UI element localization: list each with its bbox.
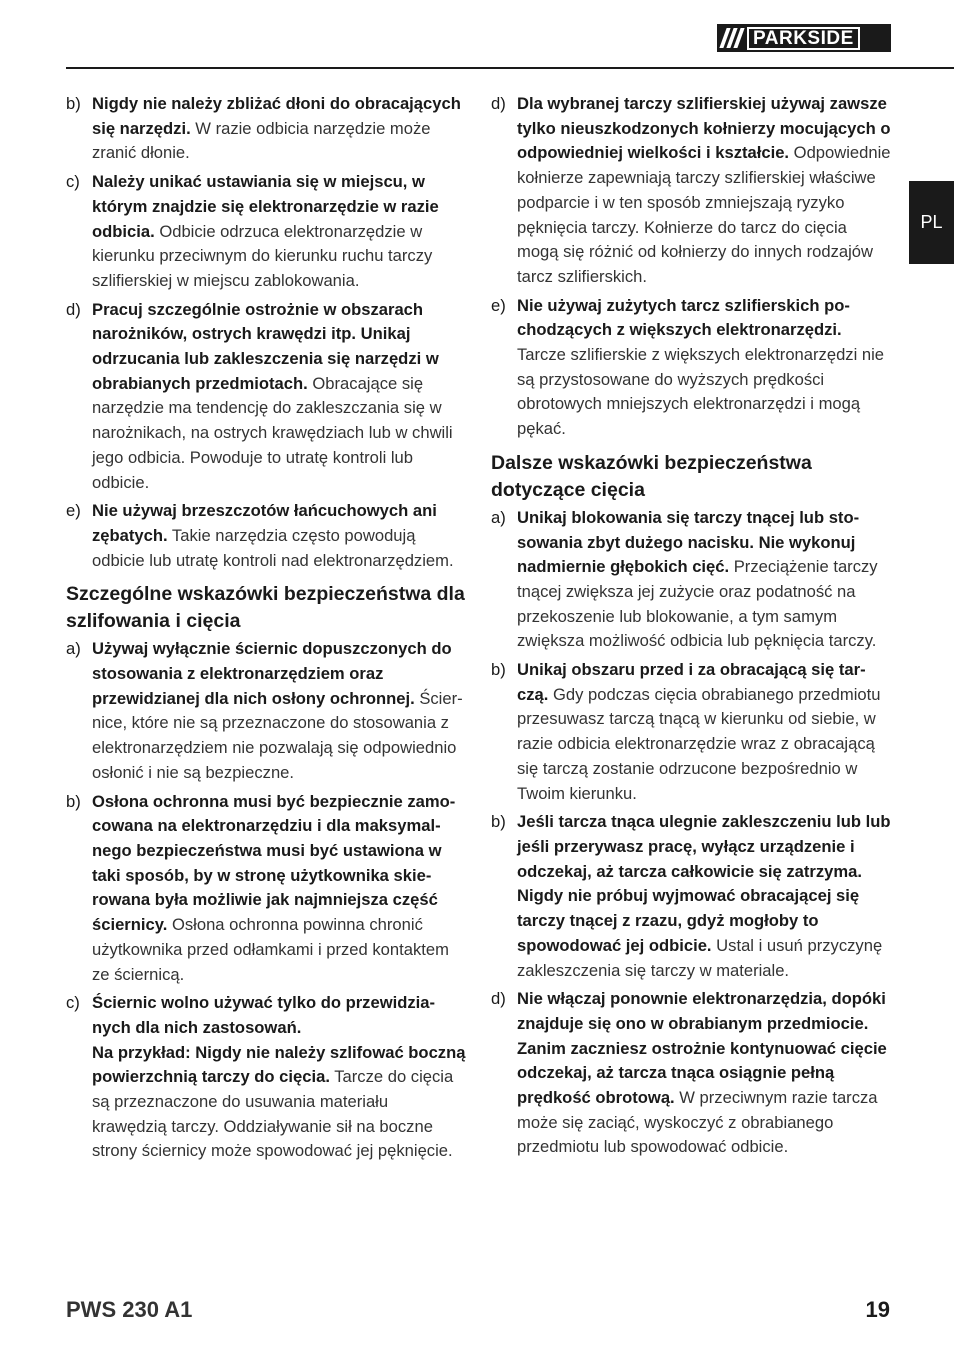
left-items-bottom (66, 637, 466, 1164)
list-item (491, 810, 891, 983)
item-label: c) (66, 172, 80, 192)
item-text (517, 92, 891, 290)
list-item (491, 506, 891, 654)
list-item (66, 298, 466, 496)
item-text (92, 92, 466, 166)
item-bold-text: Używaj wyłącznie ściernic dopuszczonych do stosowania z elektronarzędziem oraz przewidzianej dla nich osłony ochronnej. (92, 639, 452, 708)
item-bold-text: Jeśli tarcza tnąca ulegnie zakleszczeniu lub lub jeśli przerywasz pracę, wyłącz urządzenie i odczekaj, aż tarcza całkowicie się zatrzyma. Nigdy nie próbuj wyjmować obracającej się tarczy tnącej z rzazu, gdyż mogłoby to spowodować jej odbicie. (517, 812, 891, 955)
item-text (517, 506, 891, 654)
list-item (491, 658, 891, 806)
item-label: b) (66, 791, 81, 811)
right-items-bottom (491, 506, 891, 1160)
list-item (66, 637, 466, 785)
list-item (66, 790, 466, 988)
item-bold-text: Ściernic wolno używać tylko do przewidzianych dla nich zastosowań. (92, 993, 436, 1037)
item-normal-text: Osłona ochronna powinna chronić użytkownika przed odłamkami i przed kontaktem ze ściernicą. (92, 915, 449, 984)
list-item (66, 499, 466, 573)
item-normal-text: Odpowiednie kołnierze zapewniają tarczy szlifierskiej właściwe podparcie i w ten sposób zmniejszają ryzyko pęknięcia tarczy. Kołnierze do tarcz do cięcia mogą się różnić od kołnierzy do innych rodzajów tarcz szlifierskich. (517, 143, 891, 286)
parkside-logo (717, 24, 891, 52)
item-text (92, 637, 466, 785)
item-bold-text: Nie używaj brzeszczotów łańcuchowych ani zębatych. (92, 501, 437, 545)
item-bold-text: Nie używaj zużytych tarcz szlifierskich pochodzących z większych elektronarzędzi. (517, 295, 850, 340)
item-text (92, 991, 466, 1164)
footer-model: PWS 230 A1 (66, 1297, 193, 1322)
left-column (66, 92, 466, 1168)
list-item (491, 92, 891, 290)
item-text (517, 294, 891, 442)
item-bold-text: Osłona ochronna musi być bezpiecznie zamocowana na elektronarzędziu i dla maksymalnego bezpieczeństwa musi być ustawiona w taki sposób, by w stronę użytkownika skierowana była możliwie jak najmniejsza część ściernicy. (92, 791, 456, 935)
item-bold-text-2: Na przykład: Nigdy nie należy szlifować boczną powierzchnią tarczy do cięcia. (92, 1042, 466, 1087)
item-bold-text: Unikaj blokowania się tarczy tnącej lub stosowania zbyt dużego nacisku. Nie wykonuj nadmiernie głębokich cięć. (517, 507, 860, 577)
item-label: d) (491, 94, 506, 113)
list-item (491, 987, 891, 1160)
right-items-top (491, 92, 891, 442)
item-label: d) (491, 989, 506, 1009)
list-item (491, 294, 891, 442)
section-heading-grinding-cutting: Szczególne wskazówki bezpieczeństwa dla szlifowania i cięcia (66, 583, 465, 633)
item-text (517, 987, 891, 1160)
item-text (92, 790, 466, 988)
item-label: d) (66, 299, 81, 319)
item-label: b) (66, 94, 81, 113)
header-rule (66, 67, 954, 69)
item-label: b) (491, 660, 506, 680)
item-normal-text: Gdy podczas cięcia obrabianego przedmiotu przesuwasz tarczą tnącą w kierunku od siebie, w razie odbicia elektronarzędzie wraz z obracającą się tarczą zostanie odrzucone bezpośrednio w Twoim kierunku. (517, 684, 881, 803)
item-normal-text: Ustal i usuń przyczynę zakleszczenia się tarczy w materiale. (517, 935, 883, 980)
item-bold-text: Dla wybranej tarczy szlifierskiej używaj zawsze tylko nieuszkodzonych kołnierzy mocujących o odpowiedniej wielkości i kształcie. (517, 94, 891, 163)
item-label: a) (66, 639, 81, 659)
item-bold-text: Należy unikać ustawiania się w miejscu, w którym znajdzie się elektronarzędzie w razie odbicia. (92, 172, 439, 241)
item-label: a) (491, 507, 506, 527)
item-normal-text: Tarcze do cięcia są przeznaczone do usuwania materiału krawędzią tarczy. Oddziaływanie sił na boczne strony ściernicy może spowodować jej pęknięcie. (92, 1067, 454, 1161)
item-normal-text: Odbicie odrzuca elektronarzędzie w kierunku przeciwnym do kierunku ruchu tarczy szlifierskiej w miejscu zablokowania. (92, 221, 433, 290)
item-normal-text: Tarcze szlifierskie z większych elektronarzędzi nie są przystosowane do wyższych prędkości obrotowych mniejszych elektronarzędzi i mogą pękać. (517, 345, 885, 439)
item-label: e) (491, 295, 506, 315)
item-normal-text: Takie narzędzia często powodują odbicie lub utratę kontroli nad elektronarzędziem. (92, 525, 454, 570)
item-text (92, 170, 466, 294)
item-normal-text: W przeciwnym razie tarcza może się zaciąć, wyskoczyć z obrabianego przedmiotu lub spowodować odbicie. (517, 1088, 878, 1157)
item-normal-text: W razie odbicia narzędzie może zranić dłonie. (92, 118, 431, 163)
language-tab: PL (909, 181, 954, 264)
item-bold-text: Pracuj szczególnie ostrożnie w obszarach narożników, ostrych krawędzi itp. Unikaj odrzucania lub zakleszczenia się narzędzi w obrabianych przedmiotach. (92, 299, 439, 393)
item-normal-text: Przeciążenie tarczy tnącej zwiększa jej zużycie oraz podatność na przekoszenie lub blokowanie, a tym samym zwiększa możliwość odbicia lub pęknięcia tarczy. (517, 557, 878, 651)
item-normal-text: Ściernice, które nie są przeznaczone do stosowania z elektronarzędziem nie pozwalają się odpowiednio osłonić i nie są bezpieczne. (92, 688, 463, 782)
section-heading-cutting: Dalsze wskazówki bezpieczeństwa dotyczące cięcia (491, 451, 812, 501)
logo-stripes-icon (723, 28, 741, 48)
page-number: 19 (865, 1297, 890, 1322)
item-label: c) (66, 993, 80, 1013)
item-text (92, 298, 466, 496)
item-text (517, 658, 891, 806)
left-items-top (66, 92, 466, 573)
item-normal-text: Obracające się narzędzie ma tendencję do zakleszczania się w narożnikach, na ostrych krawędziach lub w chwili jego odbicia. Powoduje to utratę kontroli lub odbicie. (92, 373, 453, 492)
item-bold-text: Nie włączaj ponownie elektronarzędzia, dopóki znajduje się ono w obrabianym przedmiocie. Zanim zaczniesz ostrożnie kontynuować cięcie odczekaj, aż tarcza tnąca osiągnie pełną prędkość obrotową. (517, 989, 887, 1108)
right-column (491, 92, 891, 1164)
brand-name: PARKSIDE (747, 27, 860, 50)
list-item (66, 170, 466, 294)
item-text (517, 810, 891, 983)
item-label: b) (491, 812, 506, 832)
list-item (66, 991, 466, 1164)
item-label: e) (66, 501, 81, 521)
item-bold-text: Nigdy nie należy zbliżać dłoni do obracających się narzędzi. (92, 94, 461, 138)
item-text (92, 499, 466, 573)
list-item (66, 92, 466, 166)
item-bold-text: Unikaj obszaru przed i za obracającą się tarczą. (517, 660, 866, 704)
